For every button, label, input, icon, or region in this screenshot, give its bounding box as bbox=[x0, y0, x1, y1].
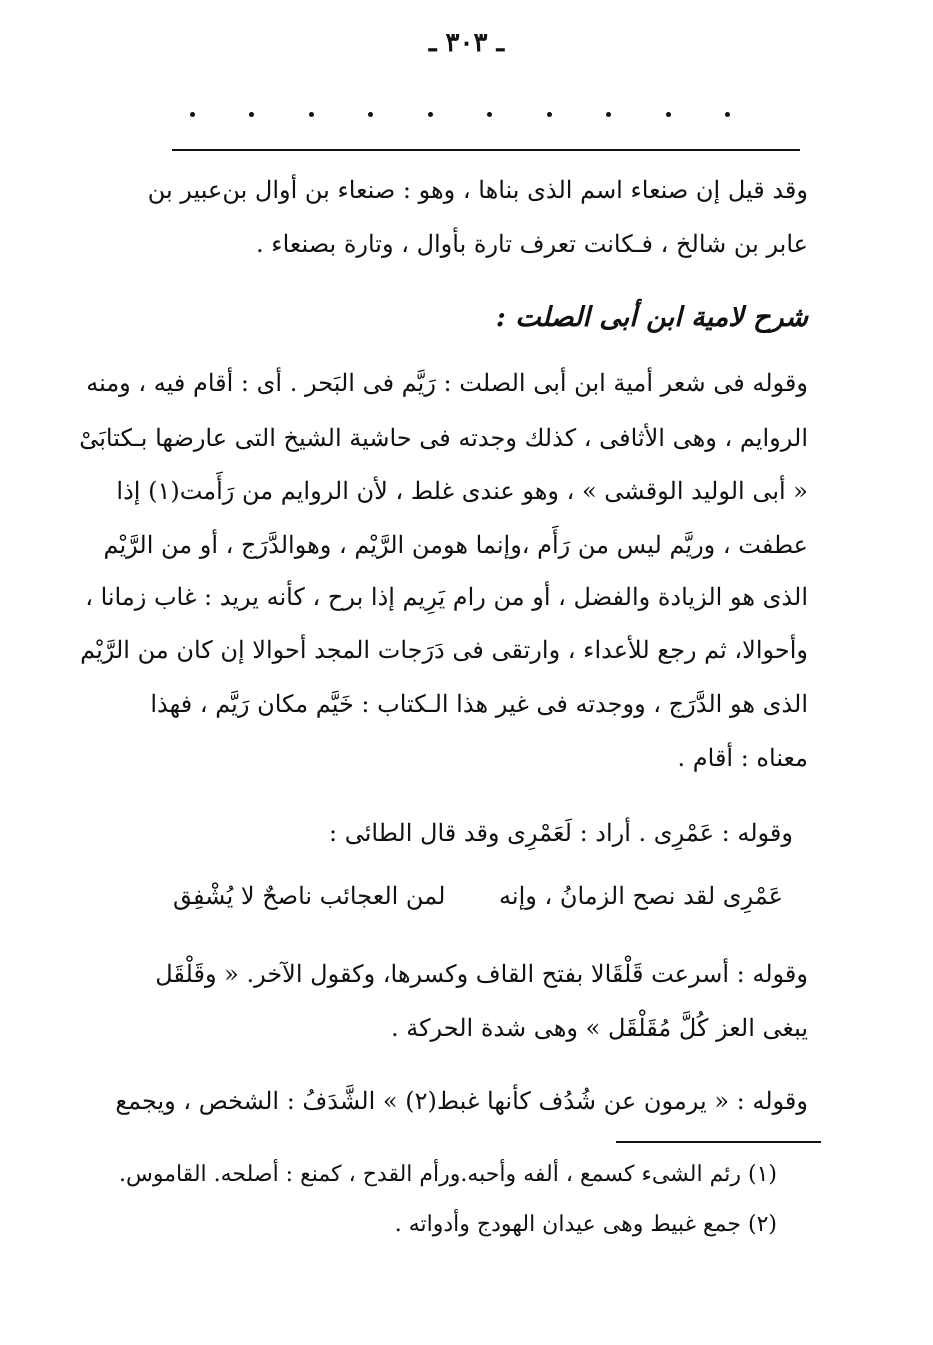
ornament-dot bbox=[725, 112, 730, 117]
text-line: يبغى العز كُلَّ مُقَلْقَل » وهى شدة الحركة . bbox=[390, 1014, 808, 1042]
header-rule bbox=[172, 149, 800, 151]
verse-first-hemistich: عَمْرِى لقد نصح الزمانُ ، وإنه bbox=[499, 882, 783, 910]
ornament-dot bbox=[249, 112, 254, 117]
ornament-dot bbox=[666, 112, 671, 117]
text-line: الذى هو الدَّرَج ، ووجدته فى غير هذا الـكتاب : خَيَّم مكان رَيَّم ، فهذا bbox=[150, 690, 808, 718]
text-line: « أبى الوليد الوقشى » ، وهو عندى غلط ، لأن الروايم من رَأَمت(١) إذا bbox=[116, 477, 808, 505]
text-line: عابر بن شالخ ، فـكانت تعرف تارة بأوال ، وتارة بصنعاء . bbox=[256, 230, 808, 258]
page-number: ـ ٣٠٣ ـ bbox=[428, 28, 505, 58]
footnote-1: (١) رئم الشىء كسمع ، ألفه وأحبه.ورأم القدح ، كمنع : أصلحه. القاموس. bbox=[118, 1162, 777, 1187]
text-line: وقد قيل إن صنعاء اسم الذى بناها ، وهو : صنعاء بن أوال بن‌عبير بن bbox=[147, 176, 808, 204]
text-line: وأحوالا، ثم رجع للأعداء ، وارتقى فى دَرَجات المجد أحوالا إن كان من الرَّيْم bbox=[80, 636, 808, 664]
poetry-verse bbox=[173, 878, 783, 914]
ornament-dot bbox=[368, 112, 373, 117]
text-line: وقوله فى شعر أمية ابن أبى الصلت : رَيَّم فى البَحر . أى : أقام فيه ، ومنه bbox=[86, 369, 808, 397]
verse-second-hemistich: لمن العجائب ناصحٌ لا يُشْفِق bbox=[173, 882, 446, 910]
footnote-rule bbox=[616, 1141, 821, 1143]
text-line: وقوله : عَمْرِى . أراد : لَعَمْرِى وقد قال الطائى : bbox=[329, 819, 793, 847]
ornament-dot bbox=[487, 112, 492, 117]
section-heading: شرح لامية ابن أبى الصلت : bbox=[495, 302, 808, 333]
text-line: عطفت ، وريَّم ليس من رَأَم ،وإنما هومن الرَّيْم ، وهوالدَّرَج ، أو من الرَّيْم bbox=[103, 531, 808, 559]
text-line: وقوله : أسرعت قَلْقَالا بفتح القاف وكسرها، وكقول الآخر. « وقَلْقَل bbox=[155, 960, 808, 988]
footnote-2: (٢) جمع غبيط وهى عيدان الهودج وأدواته . bbox=[394, 1212, 777, 1237]
ornament-dot bbox=[428, 112, 433, 117]
text-line: الذى هو الزيادة والفضل ، أو من رام يَرِيم إذا برح ، كأنه يريد : غاب زمانا ، bbox=[85, 583, 808, 611]
ornament-dot bbox=[190, 112, 195, 117]
ornament-dot bbox=[309, 112, 314, 117]
ornament-dot bbox=[606, 112, 611, 117]
text-line: معناه : أقام . bbox=[677, 744, 808, 772]
ornament-dot bbox=[547, 112, 552, 117]
text-line: وقوله : « يرمون عن شُدُف كأنها غبط(٢) » الشَّدَفُ : الشخص ، ويجمع bbox=[115, 1087, 808, 1115]
text-line: الروايم ، وهى الأثافى ، كذلك وجدته فى حاشية الشيخ التى عارضها بـكتابَىْ bbox=[79, 424, 808, 452]
decorative-dot-border bbox=[190, 112, 730, 117]
